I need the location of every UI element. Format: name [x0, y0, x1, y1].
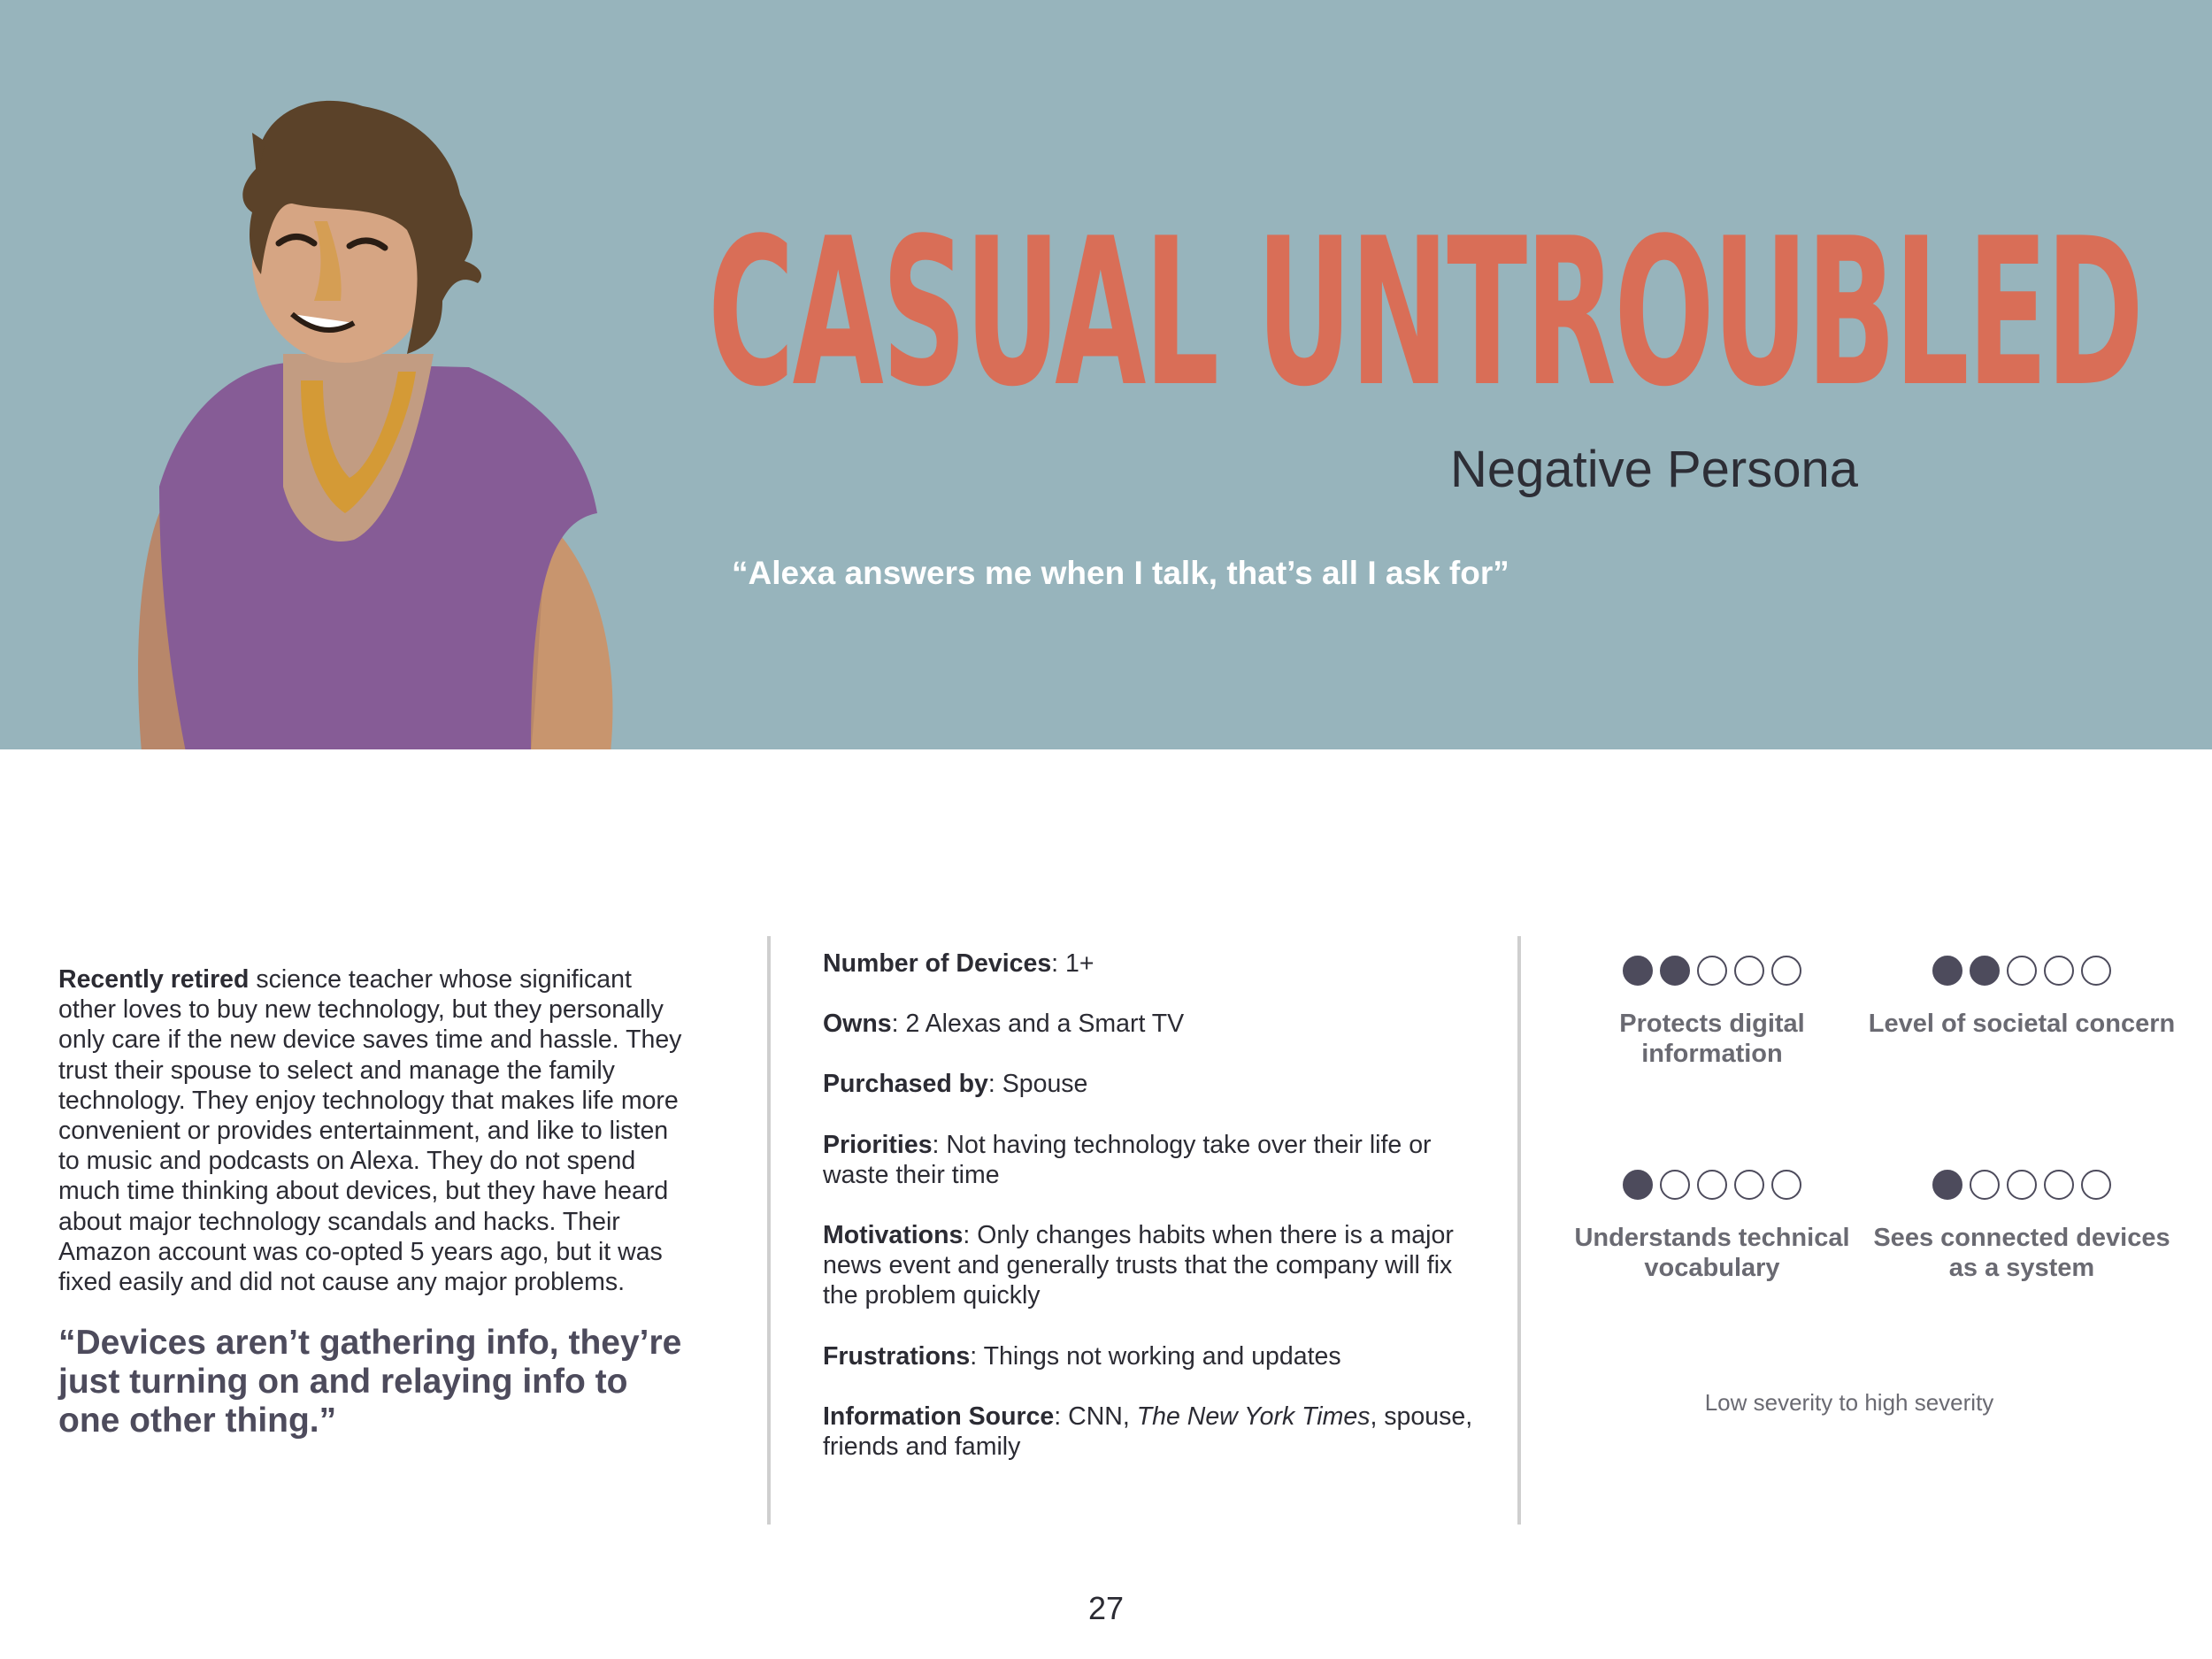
fact-information-source: Information Source: CNN, The New York Times, spouse, friends and family	[823, 1402, 1473, 1462]
fact-key: Motivations	[823, 1221, 964, 1250]
fact-key: Information Source	[823, 1402, 1055, 1431]
rating-dots	[1557, 1170, 1867, 1200]
rating-dot-filled	[1932, 1170, 1962, 1200]
fact-key: Purchased by	[823, 1070, 988, 1099]
page-number: 27	[1087, 1590, 1125, 1626]
ratings-legend: Low severity to high severity	[1704, 1389, 1994, 1416]
persona-hero-quote: “Alexa answers me when I talk, that’s all I ask for”	[732, 555, 1509, 591]
rating-dot-empty	[2044, 1170, 2074, 1200]
bio-lead: Recently retired	[58, 965, 250, 994]
rating-dot-empty	[2007, 1170, 2037, 1200]
rating-understands-technical-vocabulary	[1557, 1170, 1867, 1283]
rating-dot-filled	[1623, 956, 1653, 986]
rating-dot-empty	[1697, 1170, 1727, 1200]
rating-label: Level of societal concern	[1868, 1010, 2176, 1038]
rating-dots	[1557, 956, 1867, 986]
fact-key: Owns	[823, 1010, 892, 1039]
bio-text: science teacher whose significant other loves to buy new technology, but they personally only care if the new device saves time and hassle. They trust their spouse to select and manage the family technology. They enjoy technology that makes life more convenient or provides entertainment, and like to listen to music and podcasts on Alexa. They do not spend much time thinking about devices, but they have heard about major technology scandals and hacks. Their Amazon account was co-opted 5 years ago, but it was fixed easily and did not cause any major problems.	[58, 965, 682, 1297]
fact-frustrations: Frustrations: Things not working and updates	[823, 1341, 1341, 1371]
rating-label: Sees connected devices as a system	[1873, 1224, 2170, 1282]
rating-sees-connected-devices-as-system	[1867, 1170, 2177, 1283]
rating-dot-filled	[1970, 956, 2000, 986]
persona-header	[0, 0, 2212, 749]
rating-dot-empty	[1734, 1170, 1764, 1200]
rating-dot-empty	[1660, 1170, 1690, 1200]
rating-label: Protects digital information	[1619, 1010, 1805, 1068]
fact-key: Priorities	[823, 1130, 933, 1159]
persona-pull-quote: “Devices aren’t gathering info, they’re just turning on and relaying info to one other thing.”	[58, 1324, 682, 1440]
rating-dot-filled	[1660, 956, 1690, 986]
fact-value-italic: The New York Times	[1136, 1402, 1371, 1431]
column-divider-right	[1517, 936, 1521, 1525]
rating-dot-empty	[1970, 1170, 2000, 1200]
fact-owns: Owns: 2 Alexas and a Smart TV	[823, 1010, 1185, 1039]
fact-value-post: , spouse, friends and family	[823, 1402, 1473, 1462]
persona-bio	[58, 964, 695, 1297]
fact-motivations: Motivations: Only changes habits when there is a major news event and generally trusts that the company will fix the problem quickly	[823, 1221, 1454, 1310]
rating-dot-empty	[2081, 956, 2111, 986]
rating-dot-empty	[2007, 956, 2037, 986]
rating-dot-empty	[1697, 956, 1727, 986]
fact-value: Not having technology take over their life or waste their time	[823, 1130, 1432, 1189]
fact-key: Frustrations	[823, 1341, 971, 1371]
persona-facts-column	[823, 949, 1478, 1492]
fact-value: Spouse	[1002, 1070, 1088, 1099]
rating-protects-digital-information	[1557, 956, 1867, 1069]
rating-dot-empty	[2044, 956, 2074, 986]
rating-dot-empty	[1734, 956, 1764, 986]
rating-dot-empty	[1771, 1170, 1801, 1200]
rating-dots	[1867, 956, 2177, 986]
persona-title: CASUAL UNTROUBLED	[708, 196, 2142, 432]
fact-value: 1+	[1065, 949, 1094, 978]
rating-dot-empty	[2081, 1170, 2111, 1200]
rating-dots	[1867, 1170, 2177, 1200]
persona-illustration	[124, 97, 619, 749]
column-divider-left	[767, 936, 771, 1525]
rating-dot-empty	[1771, 956, 1801, 986]
fact-value: Things not working and updates	[983, 1341, 1341, 1371]
rating-label: Understands technical vocabulary	[1574, 1224, 1850, 1282]
fact-key: Number of Devices	[823, 949, 1052, 978]
rating-dot-filled	[1623, 1170, 1653, 1200]
persona-ratings-column	[1557, 956, 2177, 1433]
fact-value-pre: CNN,	[1068, 1402, 1137, 1431]
fact-number-of-devices: Number of Devices: 1+	[823, 949, 1094, 978]
rating-dot-filled	[1932, 956, 1962, 986]
fact-priorities: Priorities: Not having technology take over their life or waste their time	[823, 1130, 1432, 1189]
rating-level-of-societal-concern	[1867, 956, 2177, 1039]
fact-value: 2 Alexas and a Smart TV	[905, 1010, 1185, 1039]
persona-subtitle: Negative Persona	[1449, 441, 1858, 498]
fact-purchased-by: Purchased by: Spouse	[823, 1070, 1088, 1099]
persona-bio-column	[58, 964, 695, 1440]
fact-value: Only changes habits when there is a major news event and generally trusts that the company will fix the problem quickly	[823, 1221, 1454, 1310]
